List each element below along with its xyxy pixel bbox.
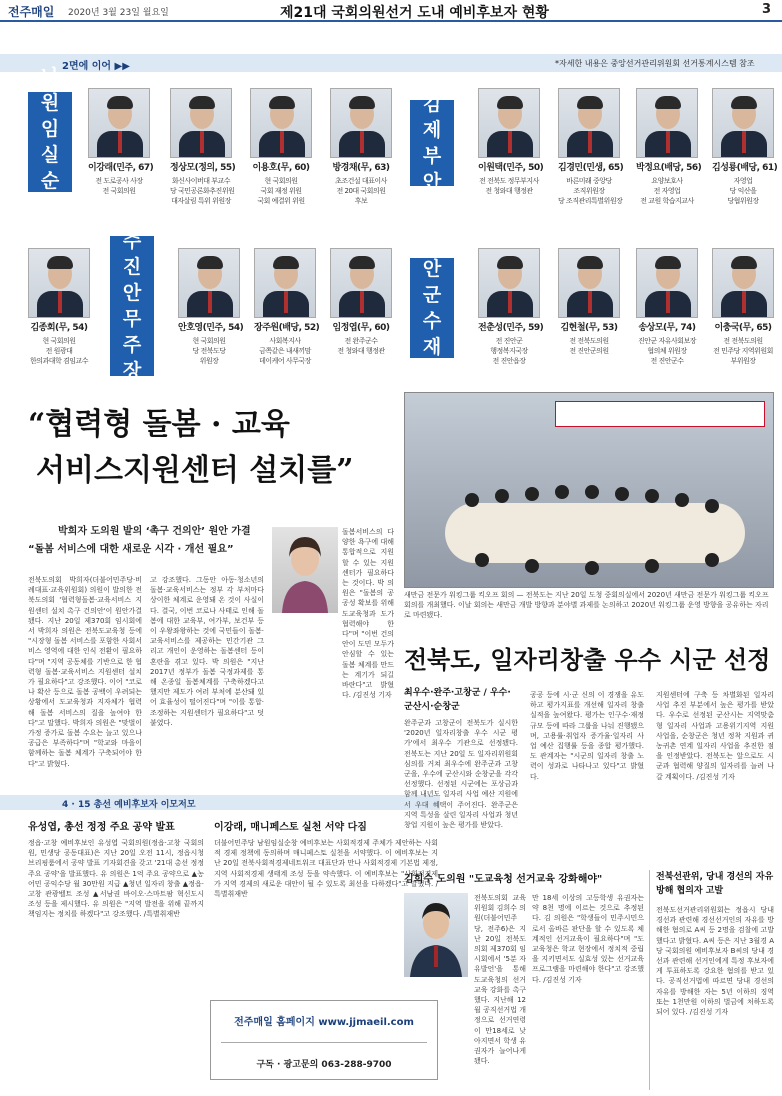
- kim-body-col1: 전북도의회 교육위원회 김희수 의원(더불어민주당, 전주6)은 지난 20일 전북도의회 제370회 임시회에서 '5분 자유발언'을 통해 도교육청의 선거교육 강화를 촉구했다. 지난해 12월 공직선거법 개정으로 선거연령이 만18세로 낮아지면서 학생 유권자가 늘어나게 됐다.: [474, 894, 526, 1066]
- candidate-photo: [330, 248, 392, 318]
- candidate-card: [558, 248, 620, 356]
- candidate-name: 김종회(무, 54): [30, 323, 88, 333]
- candidate-card: [178, 248, 244, 366]
- candidate-name: 방경채(무, 63): [332, 163, 390, 173]
- homepage-ad: 전주매일 홈페이지 www.jjmaeil.com: [234, 1017, 414, 1028]
- candidate-card: [330, 88, 392, 206]
- sub-article-title: 유성엽, 총선 정정 주요 공약 발표: [28, 822, 175, 833]
- candidate-card: [254, 248, 320, 366]
- candidate-card: [250, 88, 312, 206]
- lawmaker-portrait: [272, 527, 338, 613]
- candidate-photo: [28, 248, 90, 318]
- ad-box: [210, 1000, 438, 1080]
- candidate-name: 김성룡(배당, 61): [712, 163, 778, 173]
- sub-article-title: 이강래, 매니페스토 실천 서약 다짐: [214, 822, 367, 833]
- candidate-card: [170, 88, 236, 206]
- kim-body-col2: 만 18세 이상의 고등학생 유권자는 약 8천 명에 이르는 것으로 추정된다. 김 의원은 "학생들이 민주시민으로서 올바른 판단을 할 수 있도록 체계적인 선거교육이 필요하다"며 "도교육청은 학교 현장에서 정치적 중립을 지키면서도 실효성 있는 선거교육 프로그램을 마련해야 한다"고 강조했다. /김진성 기자: [532, 894, 644, 984]
- candidate-info: 진안군 자유사회보장 협의체 위원장 전 진안군수: [637, 337, 697, 365]
- candidate-photo: [558, 248, 620, 318]
- photo-caption: 새만금 전문가 워킹그룹 킥오프 회의 — 전북도는 지난 20일 도청 중회의실에서 2020년 새만금 전문가 워킹그룹 킥오프 회의를 개최했다. 이날 회의는 새만금 개발 방향과 분야별 과제를 논의하고 2020년 워킹그룹 운영 방향을 공유하는 자리로 마련됐다.: [404, 591, 769, 619]
- newspaper-logo: 전주매일: [8, 5, 55, 19]
- candidate-name: 김현철(무, 53): [560, 323, 618, 333]
- sub-article-body: 더불어민주당 남원임실순창 예비후보는 사회적경제 주체가 제안하는 사회적 경제 정책에 동의하며 매니페스토 실천을 서약했다. 이 예비후보는 지난 20일 전북사회적경제네트워크 대표단과 만나 사회적경제 기본법 제정, 지역 사회적경제 생태계 조성 등을 약속했다. 이 예비후보는 "사회적경제가 지역 경제의 새로운 대안이 될 수 있도록 최선을 다하겠다"고 말했다. /특별취재반: [214, 839, 438, 899]
- right-body-col2: 공공 등에 시·군 신의 이 경쟁을 유도하고 평가지표를 개선해 일자리 창출 실적을 높여왔다. 평가는 인구수·재정규모 등에 따라 그룹을 나눠 진행됐으며, 고용률·취업자 증가율·일자리 사업 예산 집행률 등을 종합 평가했다. 도 관계자는 "시군의 일자리 창출 노력이 성과로 나타나고 있다"고 밝혔다.: [530, 691, 644, 781]
- right-headline: 전북도, 일자리창출 우수 시군 선정: [404, 645, 771, 674]
- candidate-info: 전 전북도의원 전 진안군의원: [569, 337, 609, 355]
- masthead: [0, 0, 782, 22]
- candidate-photo: [254, 248, 316, 318]
- candidate-card: [28, 248, 90, 366]
- candidate-info: 전 도로공사 사장 전 국회의원: [95, 177, 143, 195]
- candidate-info: 전 진안군 행정복지국장 전 진안읍장: [490, 337, 528, 365]
- candidate-name: 송상모(무, 74): [638, 323, 696, 333]
- candidate-photo: [558, 88, 620, 158]
- candidate-name: 김경민(민생, 65): [558, 163, 624, 173]
- candidate-photo: [170, 88, 232, 158]
- candidate-card: [558, 88, 624, 206]
- candidate-info: 전 완주군수 전 청와대 행정관: [337, 337, 385, 355]
- candidate-info: 화신사이버대 부교수 당 국민공론화추진위원 대자살림 특위 위원장: [170, 177, 235, 205]
- candidate-info: 전 전북도의원 전 민주당 지역위원회 부위원장: [713, 337, 773, 365]
- candidate-card: [712, 88, 778, 206]
- candidate-card: [88, 88, 154, 196]
- continued-label: 2면에 이어 ▶▶: [62, 61, 130, 72]
- section-band: 4 · 15 총선 예비후보자 이모저모: [0, 795, 440, 810]
- candidate-name: 이용호(무, 60): [252, 163, 310, 173]
- main-subhead-2: “돌봄 서비스에 대한 새로운 시각 · 개선 필요”: [28, 544, 234, 555]
- jeon-body: 전북도선거관리위원회는 정읍시 당내 경선과 관련해 경선선거인의 자유를 방해한 혐의로 A씨 등 2명을 검찰에 고발했다고 밝혔다. A씨 등은 지난 3월경 A당 국회의원 예비후보자 B씨의 당내 경선과 관련해 선거인에게 특정 후보자에게 투표하도록 강요한 혐의를 받고 있다. 공직선거법에 따르면 당내 경선의 자유를 방해한 자는 5년 이하의 징역 또는 1천만원 이하의 벌금에 처하도록 되어 있다. /김진성 기자: [656, 906, 774, 1017]
- candidate-info: 자영업 당 익산을 당협위원장: [727, 177, 759, 205]
- kim-title: 김희수 도의원 "도교육청 선거교육 강화해야": [404, 874, 603, 885]
- candidate-card: [330, 248, 392, 356]
- candidate-card: [636, 88, 702, 206]
- kim-portrait: [404, 893, 468, 977]
- region-namwon: 남원 임실 순창: [28, 92, 72, 192]
- candidate-info: 바른미래 중앙당 조직위원장 당 조직관리특별위원장: [558, 177, 623, 205]
- main-headline: “협력형 돌봄 · 교육 서비스지원센터 설치를”: [28, 407, 354, 488]
- candidate-name: 이원택(민주, 50): [478, 163, 544, 173]
- region-jinan: 진안 군수 재선: [410, 258, 454, 358]
- page-number: 3: [762, 2, 772, 17]
- candidate-photo: [88, 88, 150, 158]
- main-body-col2: 고 강조했다. 그동안 아동·청소년의 돌봄·교육서비스는 정부 각 부처마다 상이한 체계로 운영돼 온 것이 사실이다. 결국, 이번 코로나 사태로 인해 돌봄에 대한 교육부, 여가부, 보건부 등이 우왕좌왕하는 것에 국민들이 돌봄·교육서비스를 제공하는 민간기관 그리고 개인이 운영하는 돌봄센터 등이 혼란을 겪고 있다. 박 의원은 "지난 2017년 정부가 돌봄 국정과제를 통해 온종일 돌봄체계를 구축하겠다고 했지만 제도가 여러 부처에 분산돼 있어 효율성이 떨어진다"며 "이를 통합·조정하는 지원센터가 필요하다"고 덧붙였다.: [150, 576, 264, 727]
- candidate-name: 장주원(배당, 52): [254, 323, 320, 333]
- candidate-photo: [330, 88, 392, 158]
- contact-ad: 구독 · 광고문의 063-288-9700: [256, 1060, 392, 1070]
- candidate-info: 요양보호사 전 자영업 전 교원 학습지교사: [640, 177, 694, 205]
- right-body-col3: 지원센터에 구축 등 차별화된 일자리 사업 추진 부분에서 높은 평가를 받았다. 우수로 선정된 군산시는 지역맞춤형 일자리 사업과 고용위기지역 지원 사업을, 순창군은 청년 정착 지원과 귀농귀촌 연계 일자리 사업을 추진한 점을 인정받았다. 전북도는 앞으로도 시군과 협력해 양질의 일자리를 늘려 나갈 계획이다. /김진성 기자: [656, 691, 774, 781]
- candidate-info: 전 전북도 정무부지사 전 청와대 행정관: [479, 177, 539, 195]
- event-photo: [404, 392, 774, 588]
- candidate-card: [478, 248, 544, 366]
- candidate-photo: [250, 88, 312, 158]
- candidate-card: [712, 248, 774, 366]
- main-subhead: 박희자 도의원 발의 ‘촉구 건의안’ 원안 가결: [58, 526, 251, 537]
- candidate-card: [636, 248, 698, 366]
- candidate-photo: [478, 248, 540, 318]
- region-gimje: 김제 부안: [410, 100, 454, 186]
- candidate-photo: [636, 88, 698, 158]
- region-wanju: 완주 진안 무주 장수: [110, 236, 154, 376]
- source-note: *자세한 내용은 중앙선거관리위원회 선거통계시스템 참조: [555, 59, 755, 68]
- candidate-name: 이강래(민주, 67): [88, 163, 154, 173]
- candidate-photo: [178, 248, 240, 318]
- candidate-name: 전춘성(민주, 59): [478, 323, 544, 333]
- candidate-info: 초조건설 대표이사 전 20대 국회의원 후보: [335, 177, 387, 205]
- right-subhead: 최우수·완주·고창군 / 우수·군산시·순창군: [404, 688, 511, 712]
- candidate-name: 안호영(민주, 54): [178, 323, 244, 333]
- candidate-photo: [478, 88, 540, 158]
- candidate-name: 임정엽(무, 60): [332, 323, 390, 333]
- candidate-info: 현 국회의원 당 전북도당 위원장: [192, 337, 226, 365]
- candidate-photo: [712, 88, 774, 158]
- main-body-col3: 돌봄서비스의 다양한 욕구에 대해 통합적으로 지원할 수 있는 지원센터가 필요하다는 것이다. 박 의원은 "돌봄의 공공성 확보를 위해 도교육청과 도가 협력해야 한다"며 "이번 건의안이 도민 모두가 안심할 수 있는 돌봄 체계를 만드는 계기가 되길 바란다"고 밝혔다. /김진성 기자: [342, 528, 394, 700]
- page-title: 제21대 국회의원선거 도내 예비후보자 현황: [280, 5, 549, 21]
- main-body-col1: 전북도의회 박희자(더불어민주당·비례대표·교육위원회) 의원이 발의한 전북도의회 '협력형돌봄·교육서비스 지원센터 설치 촉구 건의안'이 원안가결됐다. 지난 20일 제370회 임시회에서 박희자 의원은 전북도교육청 등에 "시장형 돌봄 서비스를 포함한 사회서비스 영역에 대한 인식 전환이 필요하다"며 "지역 공동체를 기반으로 한 협력형 돌봄·교육서비스 지원센터 설치가 필요하다"고 강조했다. 이어 "코로나 확산 등으로 돌봄 공백이 우려되는 상황에서 도교육청과 지자체가 협력해 돌봄 서비스의 질을 높여야 한다"고 말했다. 박희자 의원은 "맞벌이 가정 증가로 돌봄 수요는 늘고 있으나 공급은 부족하다"며 "학교와 마을이 함께하는 돌봄 체계가 구축되어야 한다"고 밝혔다.: [28, 576, 142, 768]
- continued-bar: [0, 54, 782, 72]
- candidate-name: 이충국(무, 65): [714, 323, 772, 333]
- issue-date: 2020년 3월 23일 월요일: [68, 8, 169, 18]
- candidate-card: [478, 88, 544, 196]
- candidate-name: 정상모(정의, 55): [170, 163, 236, 173]
- candidate-photo: [712, 248, 774, 318]
- sub-article-body: 정읍·고창 예비후보인 유성엽 국회의원(정읍·고창 국회의원, 민생당 공동대표)은 지난 20일 오전 11시, 정읍시청 브리핑룸에서 공약 발표 기자회견을 갖고 '21대 총선 정정 주요 공약'을 발표했다. 유 의원은 1억 주요 공약으로 ▲농어민 공익수당 월 30만원 지급 ▲청년 일자리 창출 ▲정읍·고창 관광벨트 조성 ▲서남권 바이오·스마트팜 혁신도시 조성 등을 제시했다. 유 의원은 "지역 발전을 위해 끝까지 책임지는 정치를 하겠다"고 강조했다. /특별취재반: [28, 839, 204, 919]
- candidate-info: 현 국회의원 국회 재정 위원 국회 예결위 위원: [257, 177, 305, 205]
- candidate-info: 현 국회의원 전 원광대 한의과대학 겸임교수: [29, 337, 89, 365]
- candidate-photo: [636, 248, 698, 318]
- candidate-name: 박정요(배당, 56): [636, 163, 702, 173]
- right-body-col1: 완주군과 고창군이 전북도가 실시한 '2020년 일자리창출 우수 시군 평가'에서 최우수 기관으로 선정됐다. 전북도는 지난 20일 도 일자리위원회 심의를 거쳐 최우수에 완주군과 고창군을, 우수에 군산시와 순창군을 각각 선정했다. 선정된 시군에는 포상금과 함께 내년도 일자리 사업 예산 지원에서 우대 혜택이 주어진다. 완주군은 지역 특성을 살린 일자리 사업과 청년 창업 지원이 높은 평가를 받았다.: [404, 719, 518, 830]
- candidate-info: 사회복지사 금쪽같은 내새끼맘 데이케어 사무국장: [259, 337, 311, 365]
- jeon-title: 전북선관위, 당내 경선의 자유 방해 협의자 고발: [656, 872, 774, 896]
